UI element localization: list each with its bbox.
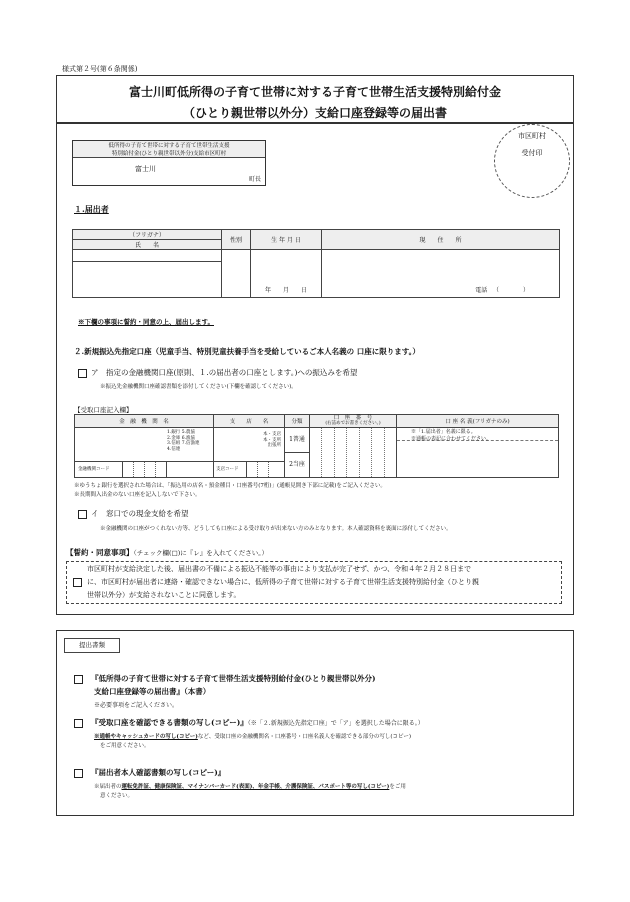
long-term-note: ※長期間入出金のない口座を記入しないで下さい。 [74, 492, 201, 498]
sex-label: 性別 [222, 230, 251, 250]
form-number: 様式第２号(第６条関係) [62, 65, 138, 73]
bank-code-digit[interactable] [156, 462, 167, 477]
bank-code-digit[interactable] [145, 462, 156, 477]
doc2-note-rest: など、受取口座の金融機関名・口座番号・口座名義人を確認できる部分の写し(コピー) [197, 734, 411, 740]
holder-note-2: ※通帳の表記に合わせてください。 [411, 436, 492, 442]
option-b-note: ※金融機関の口座がつくれない方等、どうしても口座による受け取りが出来ない方のみとなります。本人確認資料を裏面に添付してください。 [100, 526, 452, 532]
pledge-instruction: （チェック欄(□)に『レ』を入れてください。） [133, 549, 269, 557]
pledge-line3: 世帯以外分）が支給されないことに同意します。 [87, 591, 241, 599]
category-header: 分類 [285, 415, 310, 428]
doc3-note-underlined: 運転免許証、健康保険証、マイナンバーカード(表面)、年金手帳、介護保険証、パスポート等の写し(コピー) [121, 784, 390, 790]
phone-label: 電話 [475, 287, 488, 294]
doc1 [74, 672, 376, 698]
section2-heading: ２.新規振込先指定口座（児童手当、特別児童扶養手当を受給しているご本人名義の 口座に限ります。） [74, 347, 420, 356]
branch-code-label: 支店コード [214, 462, 247, 477]
doc1-title-line2: 支給口座登録等の届出書』（本書） [94, 687, 211, 696]
yucho-note: ※ゆうちょ銀行を選択された場合は、「振込用の店名・預金種目・口座番号(7桁)」(通帳見開き下部に記載)をご記入ください。 [74, 483, 386, 489]
dob-input[interactable] [251, 250, 322, 298]
doc3-note-suffix: をご用 [389, 784, 406, 790]
bank-code-digit[interactable] [123, 462, 134, 477]
pledge-heading-row [66, 547, 268, 558]
branch-types: 本・支店 本・支所 出張所 [263, 432, 281, 448]
account-number-header [310, 415, 397, 428]
branch-code-digit[interactable] [269, 462, 279, 477]
furigana-label: （フリガナ） [73, 230, 222, 240]
account-number-cell[interactable] [310, 428, 397, 478]
account-number-subnote: (右詰めでお書きください。) [325, 421, 381, 426]
category-cell[interactable] [285, 428, 310, 478]
option-a-note: ※振込先金融機関口座確認書類を添付してください(下欄を確認してください)。 [100, 384, 297, 390]
branch-code-digit[interactable] [258, 462, 269, 477]
option-a-label: ア 指定の金融機関口座(原則、１.の届出者の口座とします。)への振込みを希望 [91, 368, 358, 377]
dob-label: 生 年 月 日 [251, 230, 322, 250]
form-title-line1: 富士川町低所得の子育て世帯に対する子育て世帯生活支援特別給付金 [128, 85, 501, 99]
option-b-checkbox[interactable] [78, 510, 87, 519]
pledge-heading: 【誓約・同意事項】 [66, 548, 134, 557]
mayor-suffix: 町長 [248, 176, 261, 183]
branch-code-digit[interactable] [247, 462, 258, 477]
doc3 [74, 767, 225, 778]
holder-header: 口 座 名 義(フリガナのみ) [397, 415, 559, 428]
sex-input[interactable] [222, 250, 251, 298]
documents-heading: 提出書類 [64, 638, 120, 653]
doc2-checkbox[interactable] [74, 719, 83, 728]
name-input[interactable] [73, 262, 222, 298]
pledge-line2: に、市区町村が届出者に連絡・確認できない場合に、低所得の子育て世帯に対する子育て世帯生活支援特別給付金（ひとり親 [87, 578, 479, 586]
doc2 [74, 717, 424, 728]
pledge-box [66, 561, 562, 604]
branch-cell[interactable] [214, 428, 285, 478]
reception-stamp-area [494, 124, 570, 198]
name-label: 氏 名 [73, 240, 222, 250]
option-b-label: イ 窓口での現金支給を希望 [91, 509, 189, 518]
category-ordinary[interactable]: 1普通 [285, 428, 309, 453]
addressee-caption-1: 低所得の子育て世帯に対する子育て世帯生活支援 [108, 143, 230, 149]
section1-heading: １.届出者 [74, 204, 109, 214]
furigana-input[interactable] [73, 250, 222, 262]
account-number-header-label: 口 座 番 号 [333, 415, 373, 421]
municipality-name: 富士川 [135, 165, 156, 173]
doc2-note [94, 733, 411, 751]
consent-notice: ※下欄の事項に誓約・同意の上、届出します。 [78, 318, 214, 326]
doc3-checkbox[interactable] [74, 769, 83, 778]
form-title-line2: （ひとり親世帯以外分）支給口座登録等の届出書 [182, 106, 447, 120]
doc1-note: ※必要事項をご記入ください。 [94, 702, 179, 709]
account-entry-heading: 【受取口座記入欄】 [74, 406, 133, 414]
doc3-note-line2: 意ください。 [100, 793, 134, 799]
doc1-checkbox[interactable] [74, 675, 83, 684]
doc2-note-underlined: ※通帳やキャッシュカードの写し(コピー) [94, 734, 198, 740]
option-a-checkbox[interactable] [78, 369, 87, 378]
bank-name-header: 金 融 機 関 名 [75, 415, 214, 428]
bank-types: 1.銀行 5.農協 2.金庫 6.漁協 3.信組 7.信漁連 4.信連 [167, 430, 200, 452]
branch-header: 支 店 名 [214, 415, 285, 428]
holder-note-1: ※「1.届出者」名義に限る。 [411, 429, 476, 435]
doc3-note [94, 783, 554, 801]
option-a [78, 367, 357, 378]
doc2-condition: （※「２.新規振込先指定口座」で「ア」を選択した場合に限る。） [247, 720, 424, 727]
address-label: 現 住 所 [322, 230, 560, 250]
address-input[interactable] [322, 250, 560, 298]
doc3-title: 『届出者本人確認書類の写し(コピー)』 [91, 768, 226, 777]
pledge-line1: 市区町村が支給決定した後、届出書の不備による振込不能等の事由により支払が完了せず、かつ、令和４年２月２８日まで [87, 565, 472, 573]
doc2-title: 『受取口座を確認できる書類の写し(コピー)』 [91, 718, 248, 727]
applicant-table [72, 229, 560, 298]
stamp-label-reception: 受付印 [521, 149, 543, 157]
category-checking[interactable]: 2当座 [289, 461, 305, 468]
bank-code-label: 金融機関コード [75, 462, 123, 477]
option-b [78, 508, 189, 519]
date-units: 年 月 日 [264, 287, 307, 294]
pledge-checkbox[interactable] [73, 578, 82, 587]
phone-parens: （ ） [492, 287, 529, 294]
addressee-caption-2: 特別給付金(ひとり親世帯以外分)支給市区町村 [111, 151, 227, 157]
bank-name-cell[interactable] [75, 428, 214, 478]
doc2-note-line2: をご用意ください。 [100, 743, 150, 749]
bank-code-digit[interactable] [134, 462, 145, 477]
title-box [56, 75, 574, 123]
account-table [74, 414, 559, 476]
doc1-title-line1: 『低所得の子育て世帯に対する子育て世帯生活支援特別給付金(ひとり親世帯以外分) [91, 674, 376, 683]
addressee-box [72, 140, 266, 186]
doc3-note-prefix: ※届出者の [94, 784, 122, 790]
stamp-label-municipality: 市区町村 [518, 132, 546, 140]
holder-cell[interactable] [397, 428, 559, 478]
